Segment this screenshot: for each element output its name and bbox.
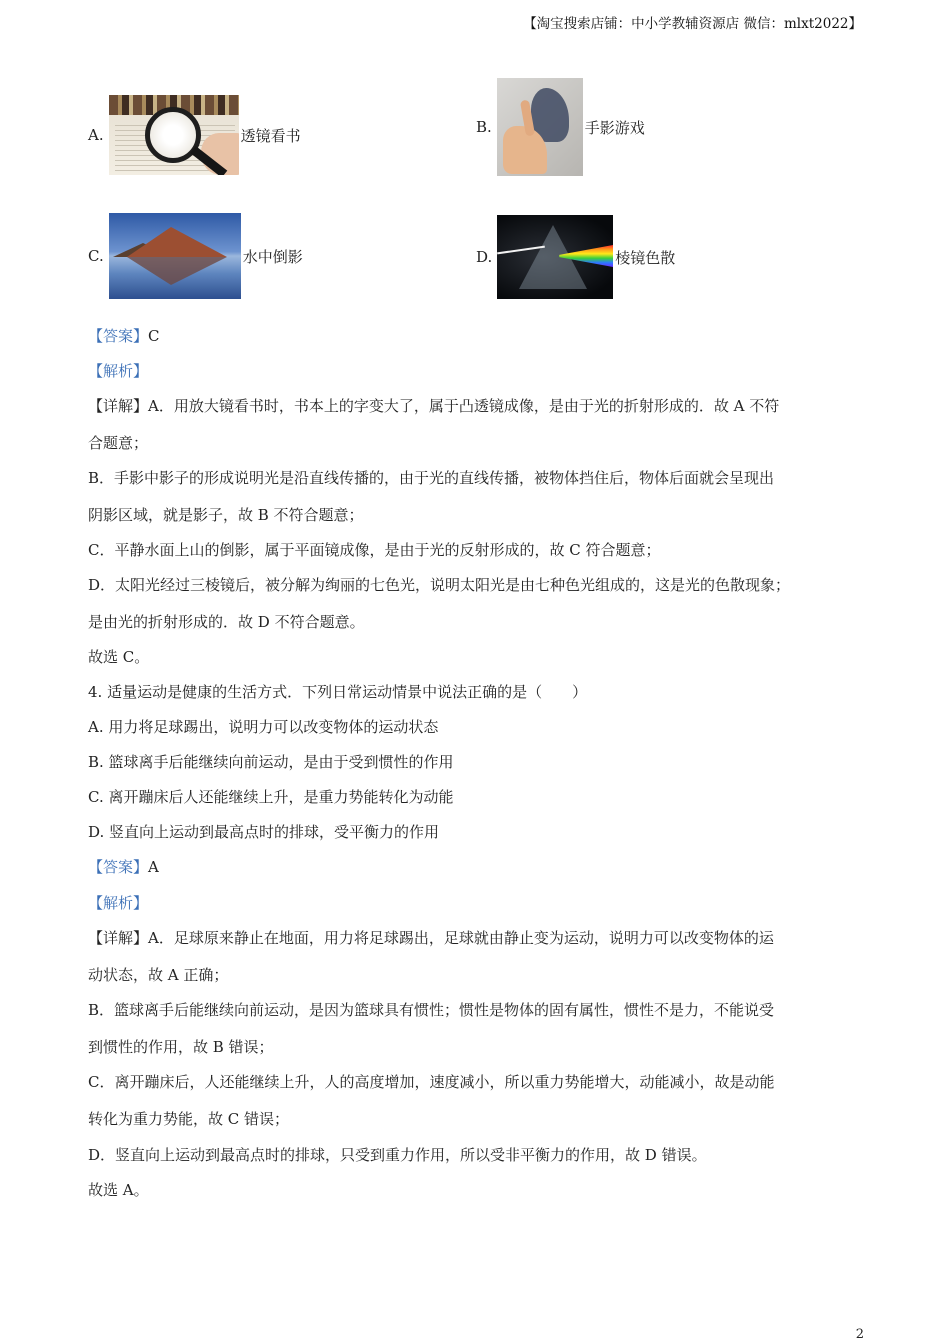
q4-detail-line xyxy=(88,928,774,948)
q3-detail-line: 阴影区域，就是影子，故 B 不符合题意； xyxy=(88,506,364,524)
q3-conclusion: 故选 C。 xyxy=(88,648,150,666)
q4-answer xyxy=(88,857,159,877)
q3-analysis-tag: 【解析】 xyxy=(88,362,149,380)
q3-detail-line: 是由光的折射形成的．故 D 不符合题意。 xyxy=(88,613,365,631)
q4-detail-line: 动状态，故 A 正确； xyxy=(88,966,229,984)
q3-detail-line: C．平静水面上山的倒影，属于平面镜成像，是由于光的反射形成的，故 C 符合题意； xyxy=(88,541,661,559)
answer-tag: 【答案】 xyxy=(88,327,149,345)
hand-shadow-image xyxy=(497,78,583,176)
detail-tag: 【详解】 xyxy=(88,929,149,947)
q3-detail-line: D．太阳光经过三棱镜后，被分解为绚丽的七色光，说明太阳光是由七种色光组成的，这是光的色散现象； xyxy=(88,576,791,594)
q3-detail-line: 合题意； xyxy=(88,434,149,452)
q4-option-d: D. 竖直向上运动到最高点时的排球，受平衡力的作用 xyxy=(88,823,440,841)
page-header: 【淘宝搜索店铺：中小学教辅资源店 微信：mlxt2022】 xyxy=(523,16,862,32)
magnifier-book-image xyxy=(109,95,239,175)
option-letter: C. xyxy=(88,247,104,265)
option-a xyxy=(88,95,301,175)
mountain-reflection-image xyxy=(109,213,241,299)
option-caption: 透镜看书 xyxy=(240,126,301,145)
q3-detail-line: B．手影中影子的形成说明光是沿直线传播的，由于光的直线传播，被物体挡住后，物体后面就会呈现出 xyxy=(88,469,775,487)
q4-detail-line: 到惯性的作用，故 B 错误； xyxy=(88,1038,274,1056)
option-d xyxy=(476,215,675,299)
q4-stem: 4. 适量运动是健康的生活方式．下列日常运动情景中说法正确的是（ ） xyxy=(88,683,588,701)
q3-detail-line xyxy=(88,396,779,416)
answer-value: A xyxy=(148,858,159,876)
page-number: 2 xyxy=(855,1327,864,1342)
q4-option-c: C. 离开蹦床后人还能继续上升，是重力势能转化为动能 xyxy=(88,788,454,806)
q4-detail-line: 转化为重力势能，故 C 错误； xyxy=(88,1110,290,1128)
option-letter: B. xyxy=(476,118,492,136)
option-caption: 手影游戏 xyxy=(584,118,645,137)
detail-text: A．用放大镜看书时，书本上的字变大了，属于凸透镜成像，是由于光的折射形成的．故 A 不符 xyxy=(148,397,780,415)
option-caption: 棱镜色散 xyxy=(615,248,676,267)
q4-option-b: B. 篮球离手后能继续向前运动，是由于受到惯性的作用 xyxy=(88,753,454,771)
answer-tag: 【答案】 xyxy=(88,858,149,876)
option-b xyxy=(476,78,645,176)
detail-text: A．足球原来静止在地面，用力将足球踢出，足球就由静止变为运动，说明力可以改变物体的运 xyxy=(148,929,774,947)
q4-option-a: A. 用力将足球踢出，说明力可以改变物体的运动状态 xyxy=(88,718,439,736)
q4-detail-line: D．竖直向上运动到最高点时的排球，只受到重力作用，所以受非平衡力的作用，故 D 错误。 xyxy=(88,1146,707,1164)
option-caption: 水中倒影 xyxy=(242,247,303,266)
prism-dispersion-image xyxy=(497,215,613,299)
option-letter: A. xyxy=(88,126,104,144)
detail-tag: 【详解】 xyxy=(88,397,149,415)
q4-detail-line: B．篮球离手后能继续向前运动，是因为篮球具有惯性；惯性是物体的固有属性，惯性不是力，不能说受 xyxy=(88,1001,775,1019)
q4-analysis-tag: 【解析】 xyxy=(88,894,149,912)
answer-value: C xyxy=(148,327,160,345)
q4-detail-line: C．离开蹦床后，人还能继续上升，人的高度增加，速度减小，所以重力势能增大，动能减小，故是动能 xyxy=(88,1073,775,1091)
q3-answer xyxy=(88,326,160,346)
option-c xyxy=(88,213,303,299)
q4-conclusion: 故选 A。 xyxy=(88,1181,149,1199)
option-letter: D. xyxy=(476,248,493,266)
